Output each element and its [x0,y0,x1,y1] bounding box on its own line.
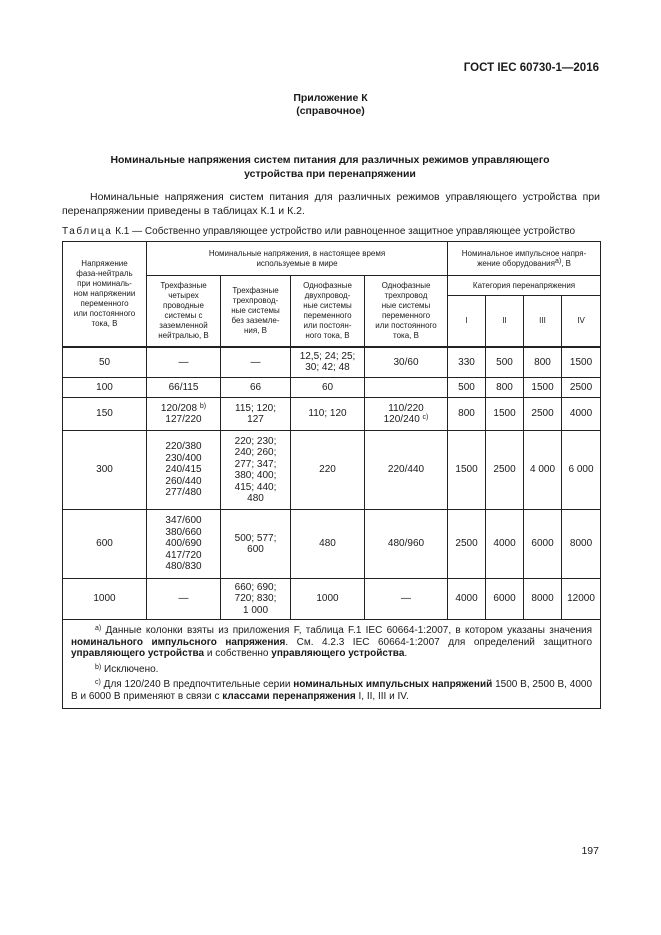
header-cat-1: I [448,296,486,347]
voltage-table [62,241,601,709]
table-caption-text: К.1 — Собственно управляющее устройство или равноценное защитное управляющее устройство [112,226,576,237]
section-title-line1: Номинальные напряжения систем питания для различных режимов управляющего [110,154,550,166]
table-row [63,378,601,398]
table-row [63,431,601,510]
cell-cat-4: 1500 [562,347,601,378]
cell-three-phase-four-wire: 220/380 230/400 240/415 260/440 277/480 [147,431,221,510]
cell-single-phase-three-wire: 30/60 [365,347,448,378]
cell-three-phase-three-wire: 220; 230; 240; 260; 277; 347; 380; 400; 415; 440; 480 [221,431,291,510]
table-caption-prefix: Таблица [62,226,113,237]
cell-cat-3: 8000 [524,579,562,620]
table-notes-row [63,620,601,709]
cell-single-phase-two-wire: 1000 [291,579,365,620]
cell-single-phase-two-wire: 12,5; 24; 25; 30; 42; 48 [291,347,365,378]
cell-three-phase-three-wire: 500; 577; 600 [221,510,291,579]
cell-cat-2: 500 [486,347,524,378]
header-cat-3: III [524,296,562,347]
header-three-phase-four-wire: Трехфазные четырех проводные системы с заземленной нейтралью, В [147,276,221,347]
cell-cat-4: 12000 [562,579,601,620]
cell-three-phase-four-wire: — [147,347,221,378]
header-nominal-voltages: Номинальные напряжения, в настоящее время используемые в мире [147,242,448,276]
cell-three-phase-four-wire: 347/600 380/660 400/690 417/720 480/830 [147,510,221,579]
header-single-phase-two-wire: Однофазные двухпровод- ные системы переменного или постоян- ного тока, В [291,276,365,347]
header-overvoltage-category: Категория перенапряжения [448,276,601,296]
cell-three-phase-three-wire: 115; 120; 127 [221,398,291,431]
page-number: 197 [581,845,599,857]
table-row [63,347,601,378]
cell-cat-4: 2500 [562,378,601,398]
table-row [63,579,601,620]
standard-designation: ГОСТ IEC 60730-1—2016 [463,62,599,74]
cell-voltage: 50 [63,347,147,378]
cell-single-phase-three-wire: 480/960 [365,510,448,579]
cell-cat-4: 4000 [562,398,601,431]
section-title-line2: устройства при перенапряжении [244,168,416,180]
cell-single-phase-two-wire: 480 [291,510,365,579]
header-phase-voltage: Напряжение фаза-нейтраль при номиналь- ном напряжении переменного или постоянного тока, В [63,242,147,347]
cell-cat-3: 800 [524,347,562,378]
header-three-phase-three-wire: Трехфазные трехпровод- ные системы без заземле- ния, В [221,276,291,347]
cell-voltage: 600 [63,510,147,579]
cell-single-phase-three-wire: 110/220 120/240 $^{c)}$ [365,398,448,431]
note-b: $^{b)}$ Исключено. [95,663,159,675]
cell-three-phase-three-wire: — [221,347,291,378]
cell-single-phase-three-wire: — [365,579,448,620]
appendix-title: Приложение К [293,92,368,104]
intro-text: Номинальные напряжения систем питания для различных режимов управляющего устройства при перенапряжении приведены в таблицах К.1 и К.2. [62,191,600,217]
cell-cat-2: 800 [486,378,524,398]
cell-single-phase-two-wire: 60 [291,378,365,398]
table-caption [62,226,575,237]
cell-three-phase-four-wire: 120/208 $^{b)}$ 127/220 [147,398,221,431]
section-title [80,153,580,181]
note-a: $^{а)}$ Данные колонки взяты из приложения F, таблица F.1 IEC 60664-1:2007, в котором указаны значения номинального импульсного напряжения. См. 4.2.3 IEC 60664-1:2007 для определений защитного управляющего устройства и собственно управляющего устройства. [71,625,593,659]
cell-voltage: 150 [63,398,147,431]
cell-cat-1: 2500 [448,510,486,579]
cell-cat-2: 2500 [486,431,524,510]
cell-cat-3: 6000 [524,510,562,579]
cell-cat-1: 500 [448,378,486,398]
intro-paragraph [62,190,600,218]
cell-three-phase-four-wire: 66/115 [147,378,221,398]
cell-voltage: 1000 [63,579,147,620]
cell-single-phase-two-wire: 110; 120 [291,398,365,431]
header-cat-4: IV [562,296,601,347]
cell-single-phase-two-wire: 220 [291,431,365,510]
cell-cat-4: 6 000 [562,431,601,510]
cell-three-phase-three-wire: 660; 690; 720; 830; 1 000 [221,579,291,620]
cell-voltage: 300 [63,431,147,510]
cell-single-phase-three-wire [365,378,448,398]
header-cat-2: II [486,296,524,347]
cell-cat-2: 1500 [486,398,524,431]
cell-cat-3: 4 000 [524,431,562,510]
appendix-subtitle: (справочное) [296,105,365,117]
header-row-1 [63,242,601,276]
cell-cat-3: 1500 [524,378,562,398]
note-c: $^{c)}$ Для 120/240 В предпочтительные серии номинальных импульсных напряжений 1500 В, 2500 В, 4000 В и 6000 В применяют в связи с классами перенапряжения I, II, III и IV. [71,679,593,702]
table-row [63,398,601,431]
cell-three-phase-four-wire: — [147,579,221,620]
cell-cat-2: 4000 [486,510,524,579]
cell-cat-1: 1500 [448,431,486,510]
cell-cat-1: 330 [448,347,486,378]
table-row [63,510,601,579]
cell-three-phase-three-wire: 66 [221,378,291,398]
cell-cat-4: 8000 [562,510,601,579]
cell-cat-3: 2500 [524,398,562,431]
cell-single-phase-three-wire: 220/440 [365,431,448,510]
table-notes [63,620,601,709]
cell-voltage: 100 [63,378,147,398]
header-single-phase-three-wire: Однофазные трехпровод ные системы переменного или постоянного тока, В [365,276,448,347]
cell-cat-2: 6000 [486,579,524,620]
cell-cat-1: 800 [448,398,486,431]
cell-cat-1: 4000 [448,579,486,620]
header-impulse-voltage: Номинальное импульсное напря- жение оборудования$^{а)}$, В [448,242,601,276]
